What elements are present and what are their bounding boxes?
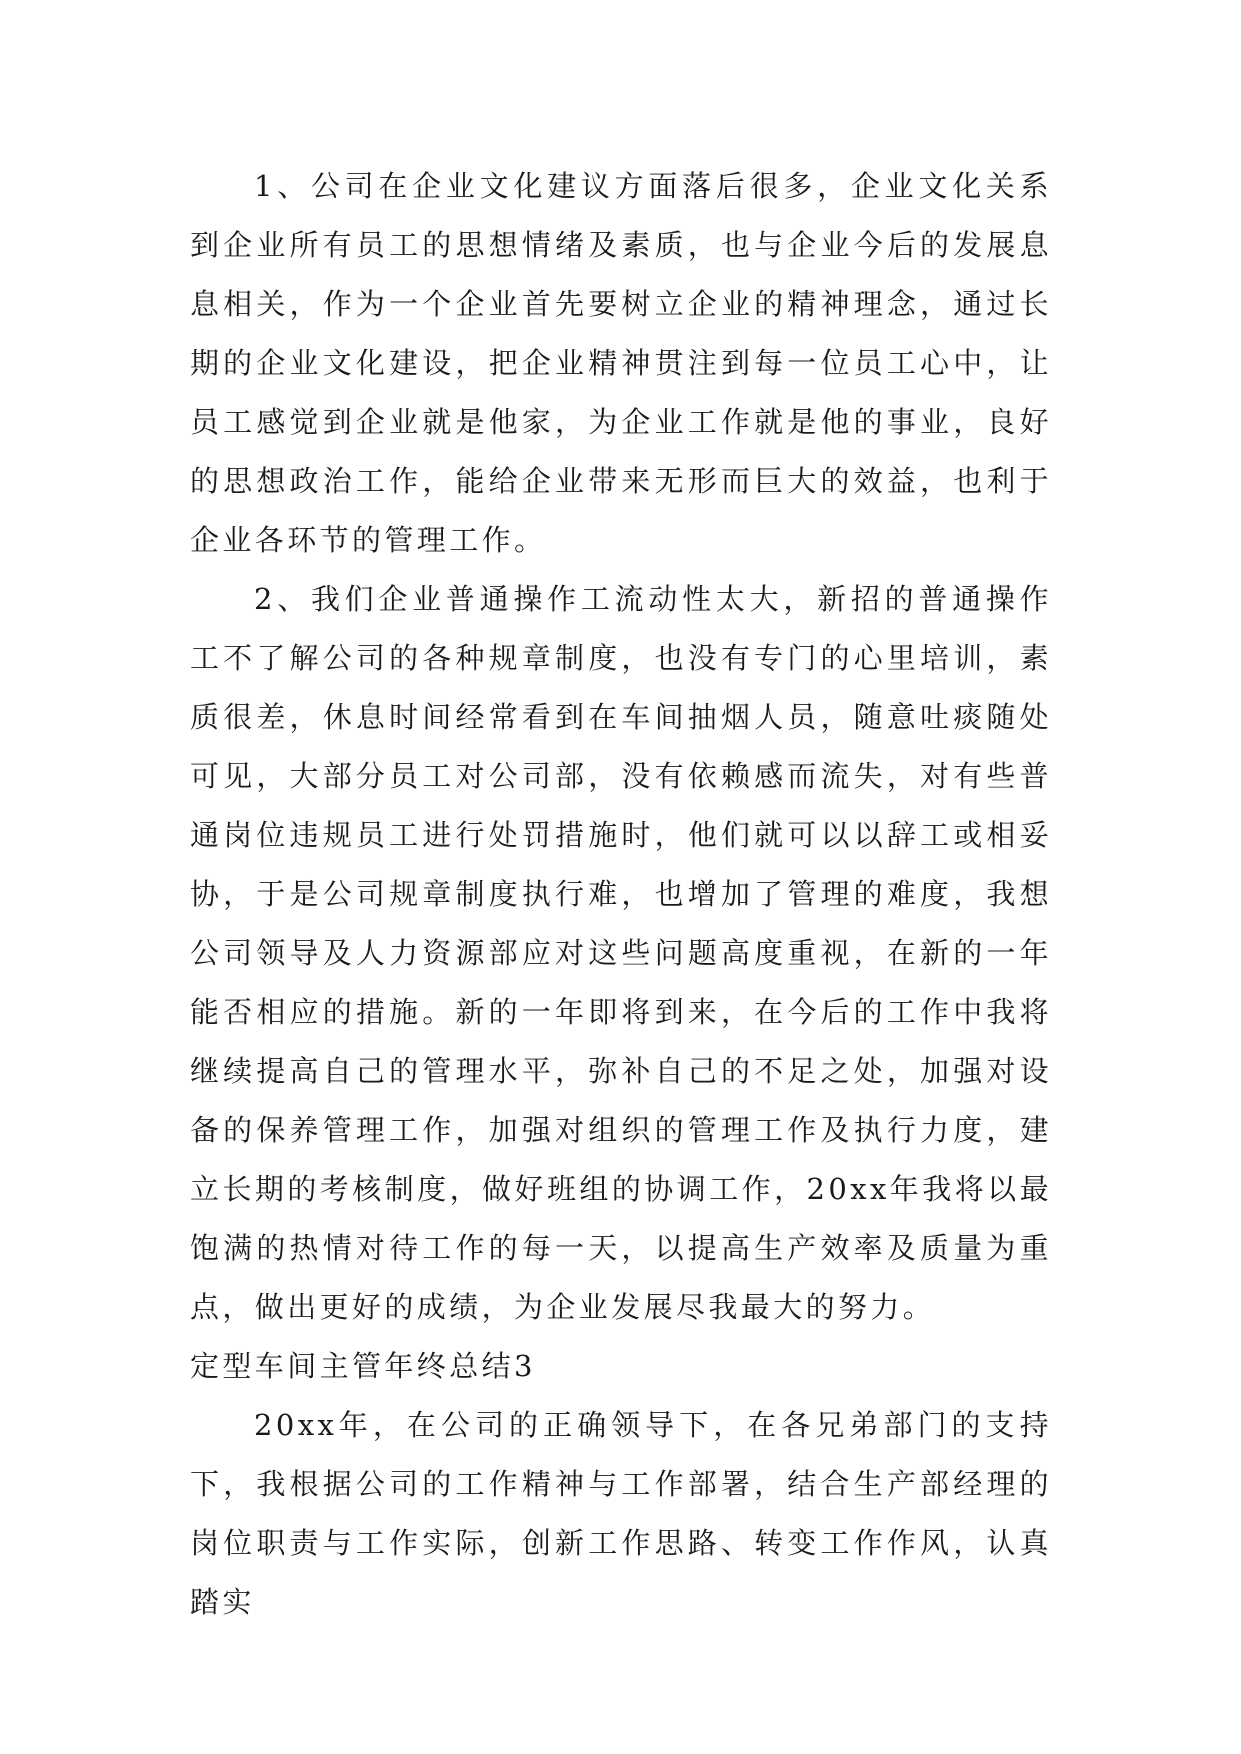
- section-heading: 定型车间主管年终总结3: [190, 1349, 536, 1383]
- paragraph-annual-summary-intro: 20xx年，在公司的正确领导下，在各兄弟部门的支持下，我根据公司的工作精神与工作部署，结合生产部经理的岗位职责与工作实际，创新工作思路、转变工作作风，认真踏实: [190, 1408, 1052, 1619]
- paragraph-worker-turnover: 2、我们企业普通操作工流动性太大，新招的普通操作工不了解公司的各种规章制度，也没有专门的心里培训，素质很差，休息时间经常看到在车间抽烟人员，随意吐痰随处可见，大部分员工对公司部，没有依赖感而流失，对有些普通岗位违规员工进行处罚措施时，他们就可以以辞工或相妥协，于是公司规章制度执行难，也增加了管理的难度，我想公司领导及人力资源部应对这些问题高度重视，在新的一年能否相应的措施。新的一年即将到来，在今后的工作中我将继续提高自己的管理水平，弥补自己的不足之处，加强对设备的保养管理工作，加强对组织的管理工作及执行力度，建立长期的考核制度，做好班组的协调工作，20xx年我将以最饱满的热情对待工作的每一天，以提高生产效率及质量为重点，做出更好的成绩，为企业发展尽我最大的努力。: [190, 582, 1052, 1324]
- paragraph-corporate-culture: 1、公司在企业文化建议方面落后很多，企业文化关系到企业所有员工的思想情绪及素质，也与企业今后的发展息息相关，作为一个企业首先要树立企业的精神理念，通过长期的企业文化建设，把企业精神贯注到每一位员工心中，让员工感觉到企业就是他家，为企业工作就是他的事业，良好的思想政治工作，能给企业带来无形而巨大的效益，也利于企业各环节的管理工作。: [190, 169, 1052, 557]
- document-body: [190, 157, 1052, 1632]
